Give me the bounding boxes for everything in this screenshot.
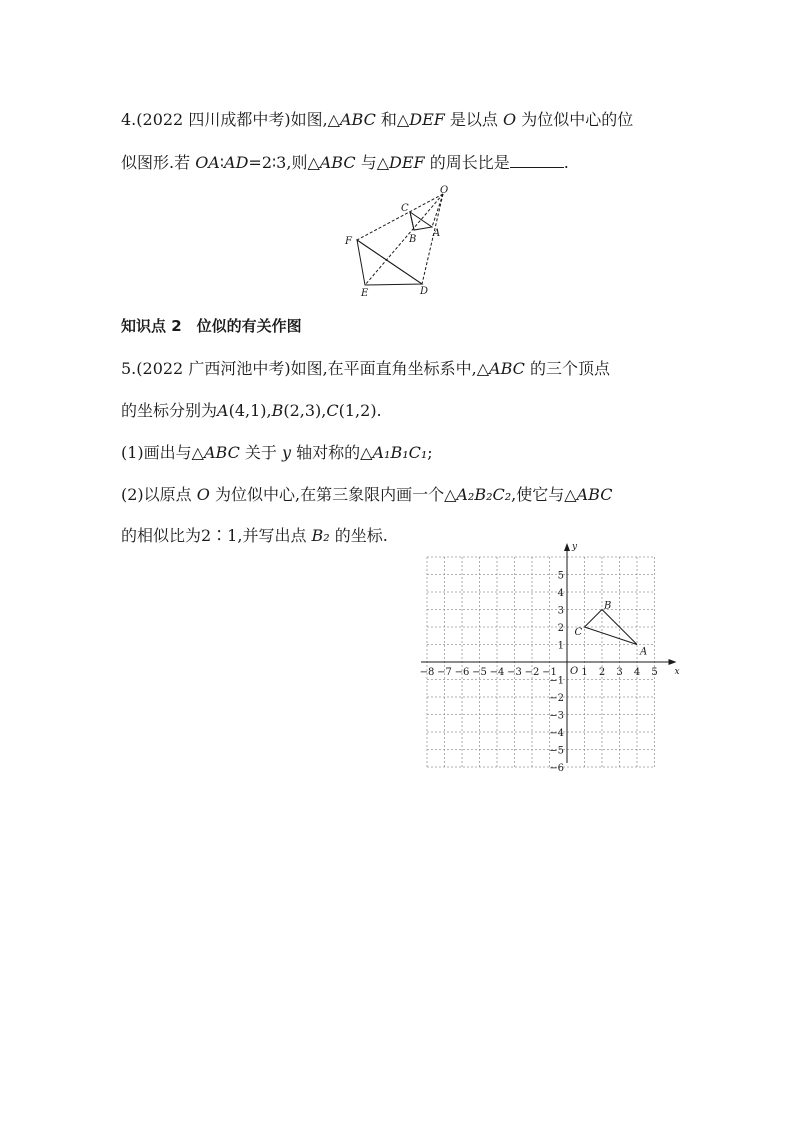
q5-point-c: C [326, 401, 339, 420]
x-tick-label: −8 [419, 667, 435, 678]
x-tick-label: 5 [651, 667, 658, 678]
q5-line1 [121, 359, 610, 379]
x-tick-label: 4 [633, 667, 641, 678]
q5-text: 的三个顶点 [524, 359, 610, 378]
q4-o: O [503, 110, 517, 129]
q5-text: 的坐标分别为 [121, 401, 218, 420]
q5-text: 的相似比为2∶1,并写出点 [121, 526, 312, 545]
x-tick-label: −7 [437, 667, 452, 678]
y-tick-label: 3 [557, 605, 564, 617]
label-o: O [440, 185, 449, 196]
q5-b2: B₂ [311, 526, 330, 545]
q5-part2 [121, 485, 612, 505]
point-b-label: B [604, 600, 612, 612]
q5-text: 轴对称的△ [291, 443, 373, 462]
q4-abc: ABC [339, 110, 376, 129]
y-tick-label: −5 [549, 745, 564, 757]
x-tick-label: 2 [598, 667, 606, 678]
y-tick-label: −4 [549, 728, 564, 739]
y-tick-label: 2 [557, 623, 564, 634]
x-axis-arrow [669, 659, 677, 665]
section-title: 知识点 2 位似的有关作图 [121, 317, 302, 335]
q5-triangle-2: A₂B₂C₂ [456, 485, 512, 504]
q5-source: (2022 广西河池中考) [136, 359, 291, 378]
point-a-label: A [640, 646, 648, 658]
q4-text: 是以点 [444, 110, 504, 129]
q4-ratio: =2∶3,则△ [248, 153, 320, 172]
y-tick-label: 1 [557, 640, 564, 652]
y-tick-label: 4 [557, 588, 564, 599]
q5-line2 [121, 401, 382, 421]
q5-number: 5. [121, 359, 137, 378]
x-axis-label: x [674, 667, 680, 677]
q4-text: 如图,△ [290, 110, 340, 129]
q5-point-b-value: (2,3), [283, 401, 327, 420]
y-tick-label: −1 [549, 675, 564, 687]
x-tick-label: −5 [472, 667, 487, 678]
q5-text: ; [427, 443, 433, 462]
seg-f-d [357, 240, 422, 284]
label-a: A [433, 228, 441, 239]
q4-line2 [121, 153, 569, 173]
q5-abc: ABC [576, 485, 613, 504]
y-axis-arrow [564, 543, 570, 551]
q4-abc: ABC [319, 153, 356, 172]
x-tick-label: −2 [524, 667, 540, 678]
q5-text: (1)画出与△ [121, 443, 204, 462]
q5-abc: ABC [489, 359, 525, 378]
q5-o: O [196, 485, 210, 504]
q5-point-c-value: (1,2). [338, 401, 382, 420]
y-tick-label: −2 [549, 693, 564, 704]
q5-abc: ABC [203, 443, 240, 462]
q4-similar-figure [340, 184, 460, 299]
q4-number: 4. [121, 110, 137, 129]
q4-line1 [121, 110, 633, 130]
ray-o-f [357, 194, 443, 240]
label-b: B [409, 234, 417, 245]
x-tick-label: −3 [507, 667, 522, 678]
q5-part3 [121, 526, 388, 546]
answer-blank[interactable] [510, 153, 564, 168]
q5-part1 [121, 443, 433, 463]
x-tick-label: −6 [454, 667, 470, 678]
label-f: F [345, 236, 352, 247]
point-c-label: C [574, 627, 583, 638]
x-tick-label: 3 [616, 667, 623, 678]
q5-triangle-1: A₁B₁C₁ [372, 443, 428, 462]
q4-text: 似图形.若 [121, 153, 196, 172]
q5-point-a: A [217, 401, 229, 420]
y-tick-label: 5 [557, 570, 564, 582]
x-tick-label: −4 [489, 667, 505, 678]
q5-y: y [282, 443, 292, 462]
x-tick-label: −1 [542, 667, 557, 678]
q4-source: (2022 四川成都中考) [136, 110, 291, 129]
q4-text: 和△ [375, 110, 410, 129]
q5-text: 的坐标. [329, 526, 388, 545]
q5-text: (2)以原点 [121, 485, 197, 504]
q4-ratio-sep: ∶ [219, 153, 225, 172]
coordinate-grid [410, 542, 680, 778]
label-d: D [420, 286, 429, 297]
q5-text: ,使它与△ [511, 485, 577, 504]
q5-point-b: B [271, 401, 284, 420]
q4-def: DEF [409, 110, 445, 129]
y-tick-label: −3 [549, 710, 564, 722]
q4-text: 为位似中心的位 [516, 110, 634, 129]
y-tick-label: −6 [549, 763, 564, 774]
origin-label: O [570, 666, 579, 677]
q5-text: 为位似中心,在第三象限内画一个△ [209, 485, 457, 504]
q4-end: . [563, 153, 569, 172]
q4-def: DEF [389, 153, 425, 172]
q5-text: 如图,在平面直角坐标系中,△ [290, 359, 490, 378]
q4-text: 的周长比是 [424, 153, 510, 172]
q4-text: 与△ [355, 153, 390, 172]
q5-point-a-value: (4,1), [228, 401, 272, 420]
label-e: E [361, 288, 369, 299]
q5-text: 关于 [239, 443, 283, 462]
y-axis-label: y [572, 542, 578, 552]
ray-o-d [422, 194, 443, 284]
x-tick-label: 1 [581, 667, 588, 678]
q4-oa: OA [195, 153, 220, 172]
q4-ad: AD [224, 153, 249, 172]
label-c: C [401, 203, 409, 214]
